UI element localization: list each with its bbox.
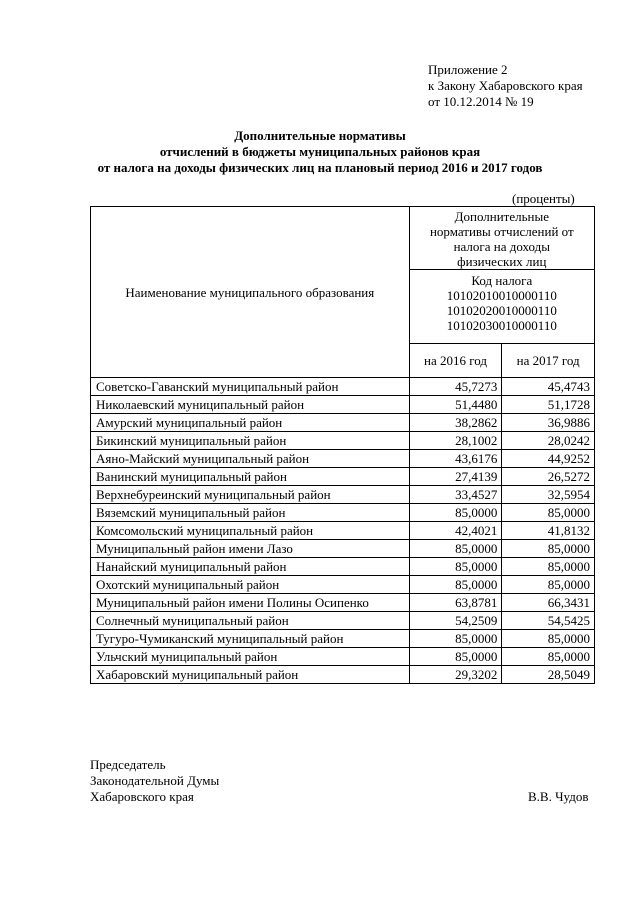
table-row (91, 540, 595, 558)
units-label: (проценты) (512, 191, 575, 206)
row-name-cell: Тугуро-Чумиканский муниципальный район (91, 630, 410, 648)
row-name-cell: Вяземский муниципальный район (91, 504, 410, 522)
appendix-reference (428, 62, 583, 110)
row-value-2017-cell: 44,9252 (502, 450, 595, 468)
header-code-2: 10102020010000110 (446, 303, 557, 318)
row-value-2017-cell: 51,1728 (502, 396, 595, 414)
row-value-2017-cell: 26,5272 (502, 468, 595, 486)
row-value-2016-cell: 28,1002 (409, 432, 502, 450)
header-name-column: Наименование муниципального образования (91, 207, 410, 378)
row-value-2017-cell: 45,4743 (502, 378, 595, 396)
row-value-2017-cell: 41,8132 (502, 522, 595, 540)
title-line-3: от налога на доходы физических лиц на плановый период 2016 и 2017 годов (97, 160, 543, 175)
table-row (91, 432, 595, 450)
row-value-2017-cell: 28,0242 (502, 432, 595, 450)
row-value-2016-cell: 85,0000 (409, 504, 502, 522)
table-row (91, 486, 595, 504)
table-row (91, 396, 595, 414)
row-value-2017-cell: 36,9886 (502, 414, 595, 432)
signature-line-1: Председатель (90, 757, 166, 772)
signature-title (90, 757, 219, 805)
header-code-1: 10102010010000110 (446, 288, 557, 303)
table-row (91, 468, 595, 486)
row-name-cell: Муниципальный район имени Лазо (91, 540, 410, 558)
table-row (91, 666, 595, 684)
row-name-cell: Хабаровский муниципальный район (91, 666, 410, 684)
table-row (91, 630, 595, 648)
document-title (0, 128, 640, 176)
row-value-2017-cell: 85,0000 (502, 558, 595, 576)
row-value-2016-cell: 54,2509 (409, 612, 502, 630)
row-value-2016-cell: 45,7273 (409, 378, 502, 396)
header-tax-codes (409, 270, 594, 344)
row-name-cell: Муниципальный район имени Полины Осипенко (91, 594, 410, 612)
appendix-line-1: Приложение 2 (428, 62, 508, 77)
row-name-cell: Ванинский муниципальный район (91, 468, 410, 486)
row-value-2016-cell: 38,2862 (409, 414, 502, 432)
table-row (91, 648, 595, 666)
table-row (91, 576, 595, 594)
header-desc-line-1: Дополнительные (454, 209, 550, 224)
table-body (91, 378, 595, 684)
row-value-2017-cell: 32,5954 (502, 486, 595, 504)
header-desc-line-3: налога на доходы (453, 239, 551, 254)
norms-table (90, 206, 595, 684)
signatory-name: В.В. Чудов (528, 789, 589, 804)
row-value-2016-cell: 85,0000 (409, 558, 502, 576)
row-value-2016-cell: 29,3202 (409, 666, 502, 684)
row-value-2017-cell: 85,0000 (502, 540, 595, 558)
row-value-2016-cell: 42,4021 (409, 522, 502, 540)
row-name-cell: Охотский муниципальный район (91, 576, 410, 594)
signature-line-3: Хабаровского края (90, 789, 194, 804)
title-line-2: отчислений в бюджеты муниципальных районов края (159, 144, 481, 159)
row-value-2016-cell: 63,8781 (409, 594, 502, 612)
header-code-label: Код налога (471, 273, 533, 288)
header-desc-line-4: физических лиц (457, 254, 547, 269)
table-row (91, 450, 595, 468)
title-line-1: Дополнительные нормативы (234, 128, 406, 143)
row-name-cell: Бикинский муниципальный район (91, 432, 410, 450)
table-row (91, 612, 595, 630)
header-year-2017: на 2017 год (502, 344, 595, 378)
row-name-cell: Амурский муниципальный район (91, 414, 410, 432)
row-value-2017-cell: 54,5425 (502, 612, 595, 630)
table-header-row (91, 207, 595, 270)
row-value-2017-cell: 85,0000 (502, 576, 595, 594)
header-description (409, 207, 594, 270)
row-name-cell: Солнечный муниципальный район (91, 612, 410, 630)
row-value-2016-cell: 85,0000 (409, 648, 502, 666)
table-row (91, 504, 595, 522)
table-row (91, 522, 595, 540)
table-row (91, 558, 595, 576)
row-value-2017-cell: 85,0000 (502, 630, 595, 648)
appendix-line-2: к Закону Хабаровского края (428, 78, 583, 93)
table-row (91, 594, 595, 612)
table-row (91, 378, 595, 396)
row-name-cell: Советско-Гаванский муниципальный район (91, 378, 410, 396)
row-value-2017-cell: 28,5049 (502, 666, 595, 684)
signature-line-2: Законодательной Думы (90, 773, 220, 788)
row-value-2016-cell: 85,0000 (409, 540, 502, 558)
row-value-2016-cell: 33,4527 (409, 486, 502, 504)
row-value-2016-cell: 51,4480 (409, 396, 502, 414)
row-value-2017-cell: 85,0000 (502, 648, 595, 666)
row-value-2016-cell: 85,0000 (409, 576, 502, 594)
row-name-cell: Ульчский муниципальный район (91, 648, 410, 666)
row-name-cell: Нанайский муниципальный район (91, 558, 410, 576)
row-value-2016-cell: 43,6176 (409, 450, 502, 468)
row-value-2017-cell: 66,3431 (502, 594, 595, 612)
row-name-cell: Аяно-Майский муниципальный район (91, 450, 410, 468)
row-name-cell: Николаевский муниципальный район (91, 396, 410, 414)
row-name-cell: Комсомольский муниципальный район (91, 522, 410, 540)
appendix-line-3: от 10.12.2014 № 19 (428, 94, 534, 109)
header-desc-line-2: нормативы отчислений от (429, 224, 574, 239)
table-row (91, 414, 595, 432)
header-code-3: 10102030010000110 (446, 318, 557, 333)
header-year-2016: на 2016 год (409, 344, 502, 378)
row-value-2017-cell: 85,0000 (502, 504, 595, 522)
row-name-cell: Верхнебуреинский муниципальный район (91, 486, 410, 504)
row-value-2016-cell: 85,0000 (409, 630, 502, 648)
row-value-2016-cell: 27,4139 (409, 468, 502, 486)
